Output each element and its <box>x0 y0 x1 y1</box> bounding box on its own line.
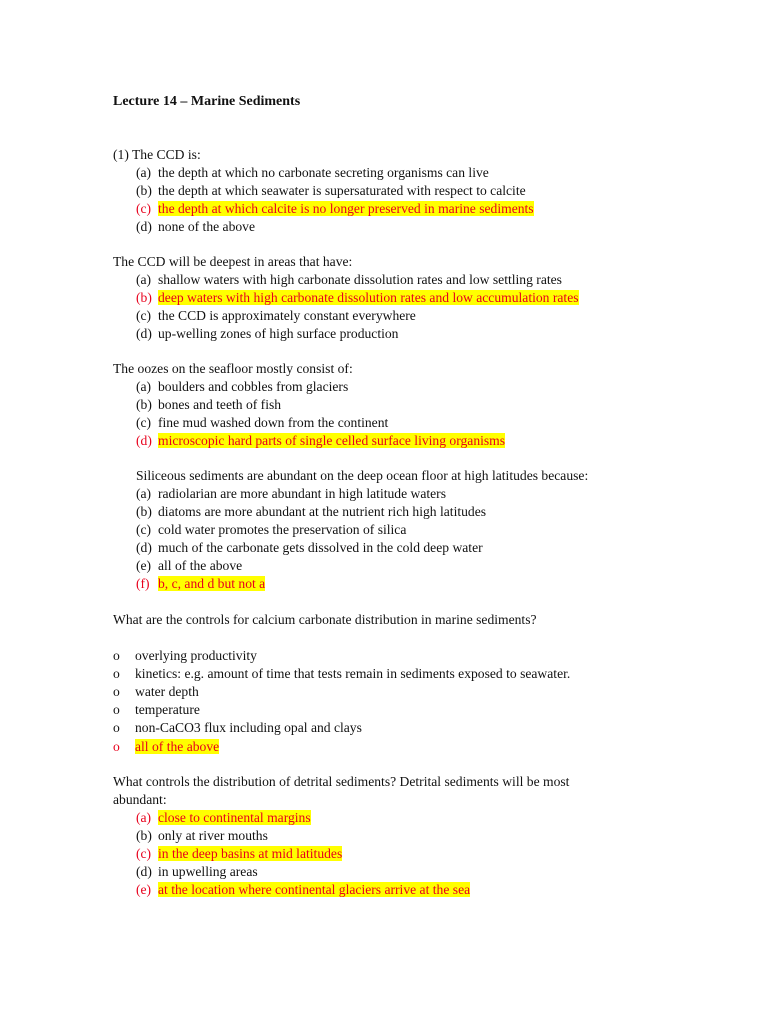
q6-option-e-answer: (e) at the location where continental glaciers arrive at the sea <box>136 882 471 897</box>
q1-option-b: (b) the depth at which seawater is supersaturated with respect to calcite <box>136 183 526 198</box>
q3-option-a: (a) boulders and cobbles from glaciers <box>136 379 349 394</box>
q6-option-a-answer: (a) close to continental margins <box>136 810 311 825</box>
q4-option-b: (b) diatoms are more abundant at the nutrient rich high latitudes <box>136 504 487 519</box>
question-6-stem-line-2: abundant: <box>113 792 167 807</box>
q6-option-d: (d) in upwelling areas <box>136 864 258 879</box>
q5-item-6-answer: o all of the above <box>113 739 220 754</box>
q2-option-b-answer: (b) deep waters with high carbonate dissolution rates and low accumulation rates <box>136 290 579 305</box>
question-3-stem: The oozes on the seafloor mostly consist of: <box>113 361 353 376</box>
q2-option-c: (c) the CCD is approximately constant everywhere <box>136 308 416 323</box>
q3-option-d-answer: (d) microscopic hard parts of single celled surface living organisms <box>136 433 506 448</box>
q5-item-5: o non-CaCO3 flux including opal and clays <box>113 720 362 735</box>
q6-option-b: (b) only at river mouths <box>136 828 268 843</box>
q4-option-e: (e) all of the above <box>136 558 243 573</box>
q5-item-1: o overlying productivity <box>113 648 257 663</box>
q4-option-c: (c) cold water promotes the preservation of silica <box>136 522 407 537</box>
q2-option-a: (a) shallow waters with high carbonate dissolution rates and low settling rates <box>136 272 562 287</box>
q6-option-c-answer: (c) in the deep basins at mid latitudes <box>136 846 343 861</box>
question-6-stem-line-1: What controls the distribution of detrital sediments? Detrital sediments will be most <box>113 774 570 789</box>
q1-option-c-answer: (c) the depth at which calcite is no longer preserved in marine sediments <box>136 201 534 216</box>
q5-item-3: o water depth <box>113 684 199 699</box>
question-2-stem: The CCD will be deepest in areas that have: <box>113 254 353 269</box>
question-1-stem: (1) The CCD is: <box>113 147 201 162</box>
q3-option-b: (b) bones and teeth of fish <box>136 397 282 412</box>
q4-option-a: (a) radiolarian are more abundant in high latitude waters <box>136 486 447 501</box>
q4-option-f-answer: (f) b, c, and d but not a <box>136 576 266 591</box>
page-title: Lecture 14 – Marine Sediments <box>113 94 301 109</box>
question-5-stem: What are the controls for calcium carbonate distribution in marine sediments? <box>113 612 537 627</box>
q1-option-a: (a) the depth at which no carbonate secreting organisms can live <box>136 165 489 180</box>
question-4-stem: Siliceous sediments are abundant on the deep ocean floor at high latitudes because: <box>136 468 589 483</box>
q3-option-c: (c) fine mud washed down from the continent <box>136 415 389 430</box>
q5-item-2: o kinetics: e.g. amount of time that tests remain in sediments exposed to seawater. <box>113 666 571 681</box>
q5-item-4: o temperature <box>113 702 200 717</box>
q4-option-d: (d) much of the carbonate gets dissolved in the cold deep water <box>136 540 483 555</box>
q1-option-d: (d) none of the above <box>136 219 256 234</box>
q2-option-d: (d) up-welling zones of high surface production <box>136 326 399 341</box>
